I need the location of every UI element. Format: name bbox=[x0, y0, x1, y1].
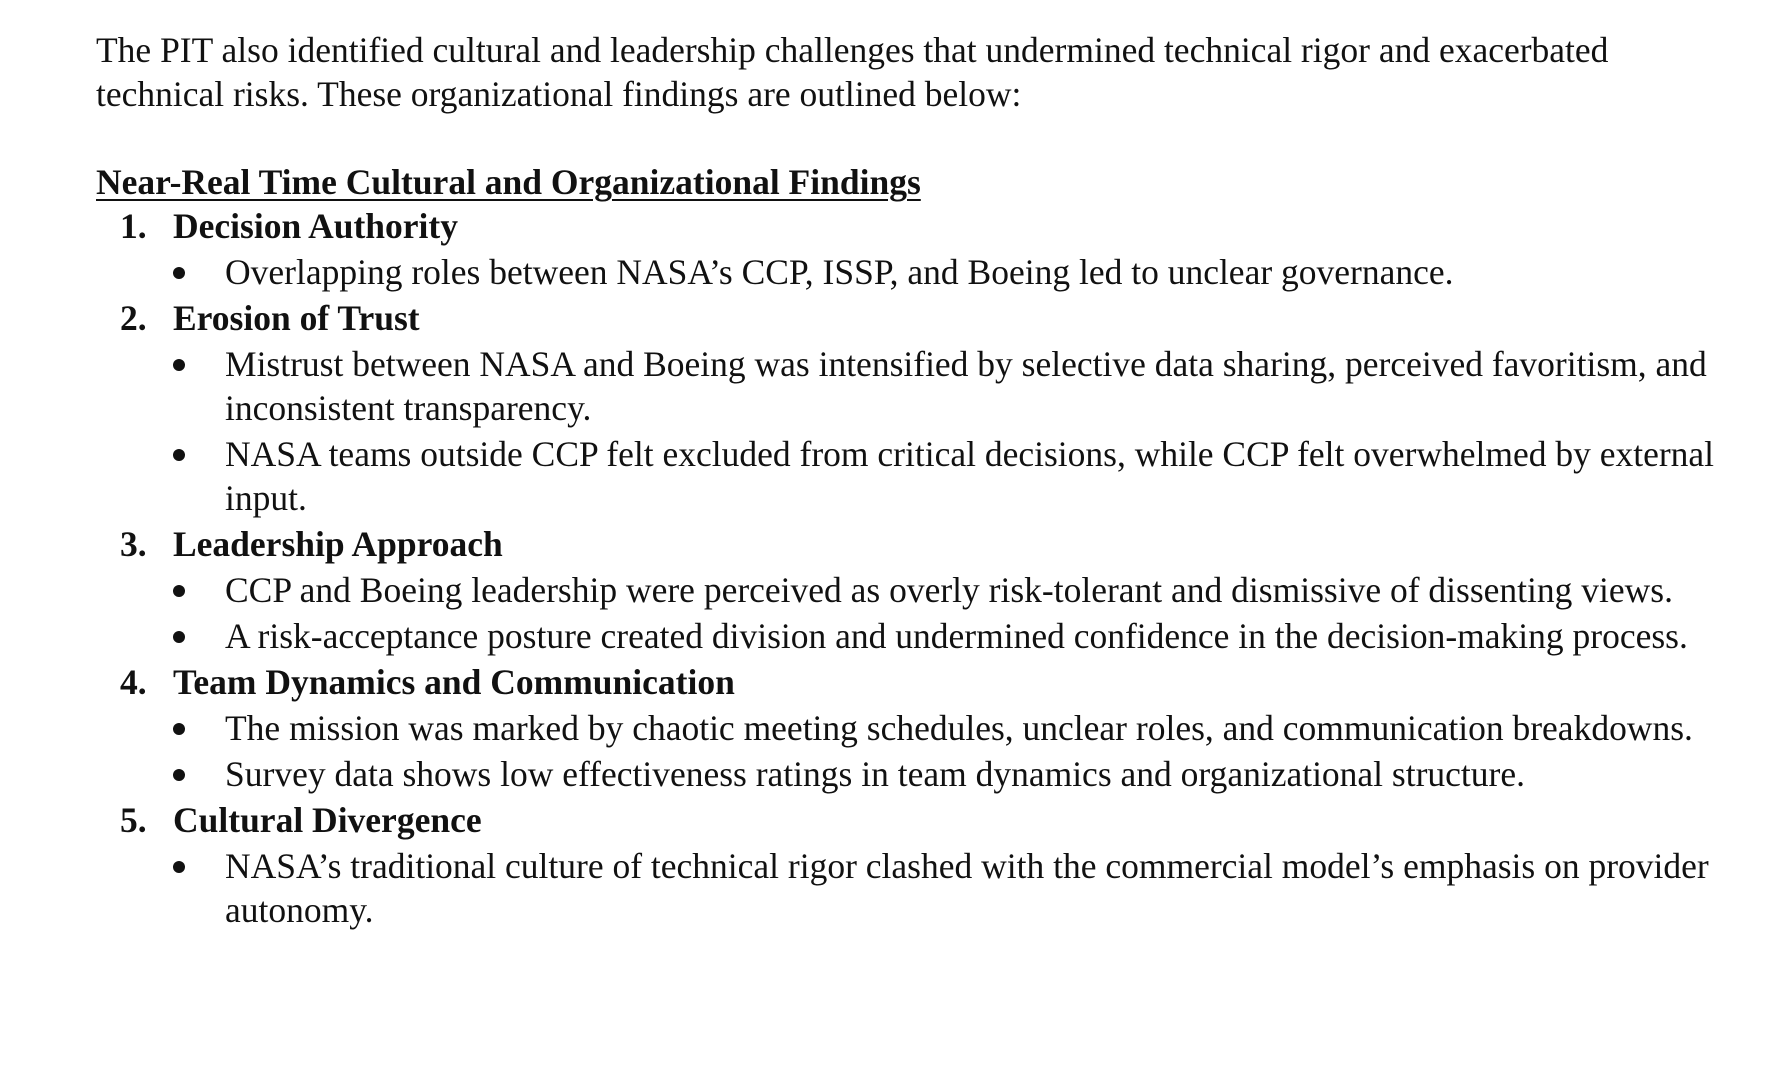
bullet-icon bbox=[173, 723, 185, 735]
finding-bullets bbox=[96, 250, 1696, 294]
finding-bullets bbox=[96, 342, 1715, 520]
bullet-icon bbox=[173, 769, 185, 781]
finding-title-text: Cultural Divergence bbox=[173, 800, 482, 840]
bullet-text: NASA teams outside CCP felt excluded from critical decisions, while CCP felt overwhelmed by external input. bbox=[225, 434, 1715, 518]
finding-title-text: Leadership Approach bbox=[173, 524, 503, 564]
bullet-item bbox=[96, 614, 1696, 658]
bullet-item bbox=[96, 844, 1709, 932]
finding-bullets bbox=[96, 706, 1696, 796]
finding-item bbox=[96, 660, 1696, 796]
bullet-text: Mistrust between NASA and Boeing was intensified by selective data sharing, perceived favoritism, and inconsistent transparency. bbox=[225, 344, 1707, 428]
intro-paragraph: The PIT also identified cultural and leadership challenges that undermined technical rigor and exacerbated technical risks. These organizational findings are outlined below: bbox=[96, 30, 1609, 114]
document-page bbox=[96, 28, 1715, 934]
bullet-item bbox=[96, 342, 1707, 430]
bullet-item bbox=[96, 752, 1696, 796]
finding-number: 5. bbox=[120, 800, 147, 840]
bullet-icon bbox=[173, 861, 185, 873]
finding-title bbox=[96, 660, 1696, 704]
bullet-text: The mission was marked by chaotic meeting schedules, unclear roles, and communication breakdowns. bbox=[225, 708, 1693, 748]
findings-list bbox=[96, 204, 1715, 932]
bullet-item bbox=[96, 432, 1715, 520]
bullet-icon bbox=[173, 449, 185, 461]
bullet-text: CCP and Boeing leadership were perceived as overly risk-tolerant and dismissive of dissenting views. bbox=[225, 570, 1673, 610]
finding-item bbox=[96, 798, 1709, 932]
section-heading: Near-Real Time Cultural and Organizational Findings bbox=[96, 162, 921, 202]
finding-number: 4. bbox=[120, 662, 147, 702]
finding-title bbox=[96, 204, 1696, 248]
finding-number: 1. bbox=[120, 206, 147, 246]
bullet-icon bbox=[173, 359, 185, 371]
bullet-text: Overlapping roles between NASA’s CCP, ISSP, and Boeing led to unclear governance. bbox=[225, 252, 1454, 292]
bullet-item bbox=[96, 250, 1696, 294]
finding-title bbox=[96, 798, 1696, 842]
bullet-icon bbox=[173, 631, 185, 643]
finding-title-text: Team Dynamics and Communication bbox=[173, 662, 735, 702]
finding-title-text: Decision Authority bbox=[173, 206, 458, 246]
finding-title bbox=[96, 522, 1696, 566]
finding-item bbox=[96, 296, 1715, 520]
finding-title-text: Erosion of Trust bbox=[173, 298, 420, 338]
finding-item bbox=[96, 204, 1696, 294]
bullet-icon bbox=[173, 267, 185, 279]
bullet-item bbox=[96, 568, 1696, 612]
bullet-text: Survey data shows low effectiveness ratings in team dynamics and organizational structure. bbox=[225, 754, 1525, 794]
finding-number: 2. bbox=[120, 298, 147, 338]
bullet-item bbox=[96, 706, 1696, 750]
finding-bullets bbox=[96, 568, 1696, 658]
finding-title bbox=[96, 296, 1696, 340]
finding-bullets bbox=[96, 844, 1709, 932]
finding-number: 3. bbox=[120, 524, 147, 564]
bullet-text: NASA’s traditional culture of technical rigor clashed with the commercial model’s emphasis on provider autonomy. bbox=[225, 846, 1709, 930]
finding-item bbox=[96, 522, 1696, 658]
bullet-icon bbox=[173, 585, 185, 597]
bullet-text: A risk-acceptance posture created division and undermined confidence in the decision-making process. bbox=[225, 616, 1688, 656]
